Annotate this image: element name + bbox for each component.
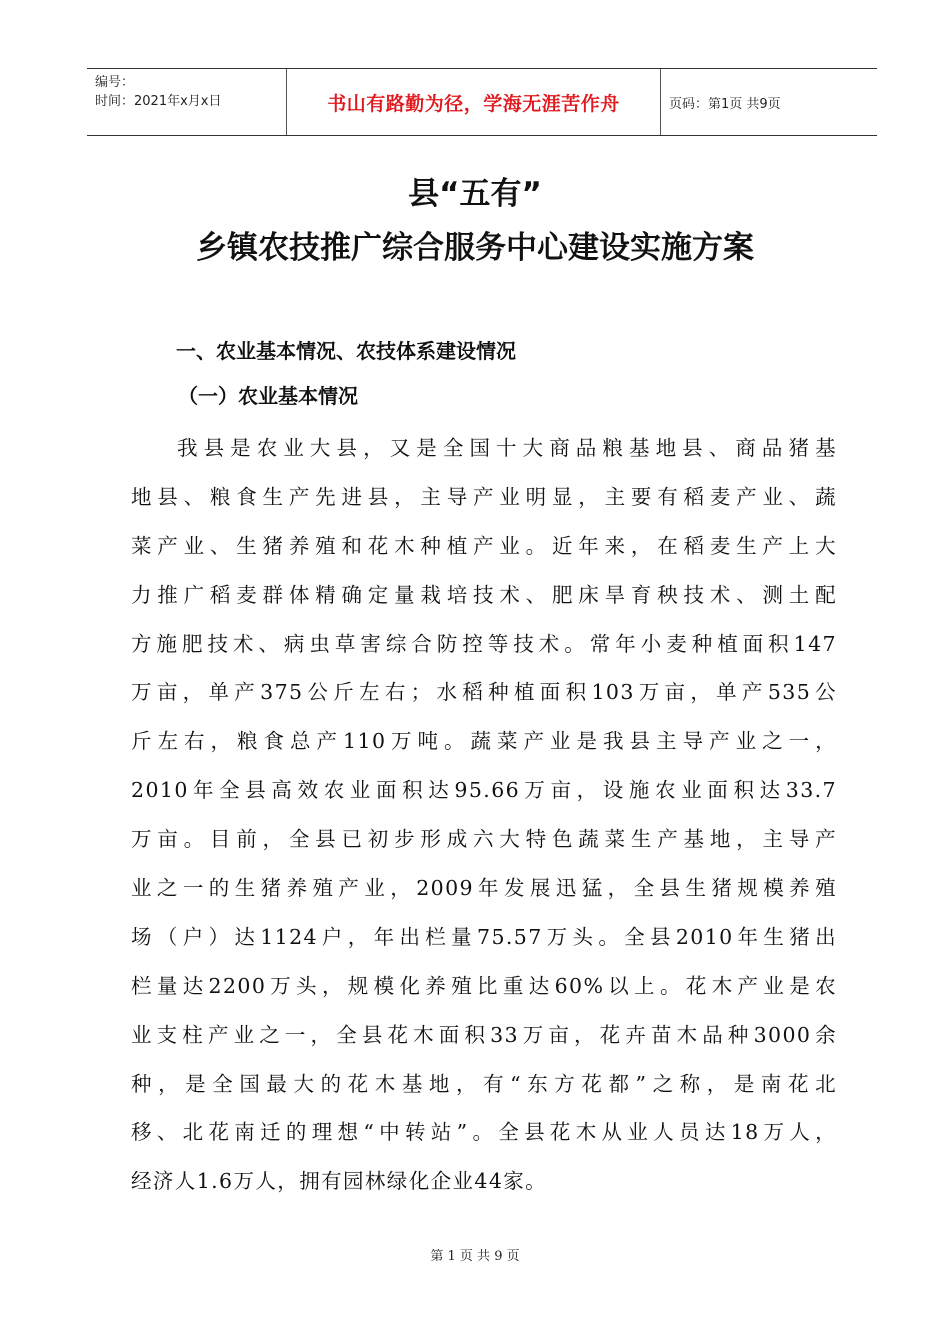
paragraph-line: 方施肥技术、病虫草害综合防控等技术。常年小麦种植面积147	[131, 631, 837, 656]
paragraph-line: 力推广稻麦群体精确定量栽培技术、肥床旱育秧技术、测土配	[131, 582, 837, 607]
document-header	[87, 68, 877, 136]
paragraph-line: 场（户）达1124户，年出栏量75.57万头。全县2010年生猪出	[131, 924, 837, 949]
paragraph-line: 移、北花南迁的理想“中转站”。全县花木从业人员达18万人，	[131, 1120, 837, 1145]
section-heading: 一、农业基本情况、农技体系建设情况	[176, 339, 516, 363]
number-label: 编号：	[95, 75, 135, 90]
time-label: 时间：2021年x月x日	[95, 94, 222, 109]
paragraph-line: 经济人1.6万人，拥有园林绿化企业44家。	[131, 1169, 548, 1194]
page-footer: 第 1 页 共 9 页	[430, 1249, 520, 1264]
paragraph-line: 2010年全县高效农业面积达95.66万亩，设施农业面积达33.7	[131, 778, 837, 803]
paragraph-line: 栏量达2200万头，规模化养殖比重达60%以上。花木产业是农	[131, 973, 837, 998]
paragraph-line: 斤左右，粮食总产110万吨。蔬菜产业是我县主导产业之一，	[131, 729, 837, 754]
paragraph-line: 业支柱产业之一，全县花木面积33万亩，花卉苗木品种3000余	[131, 1022, 837, 1047]
paragraph-line: 万亩，单产375公斤左右；水稻种植面积103万亩，单产535公	[131, 680, 837, 705]
paragraph-line: 种，是全国最大的花木基地，有“东方花都”之称，是南花北	[131, 1071, 837, 1096]
paragraph-line: 菜产业、生猪养殖和花木种植产业。近年来，在稻麦生产上大	[131, 533, 837, 558]
header-meta	[87, 69, 287, 135]
document-title-line2: 乡镇农技推广综合服务中心建设实施方案	[196, 230, 754, 266]
header-page-info: 页码：第1页 共9页	[669, 96, 781, 112]
body-paragraph	[131, 426, 837, 1208]
paragraph-line: 万亩。目前，全县已初步形成六大特色蔬菜生产基地，主导产	[131, 827, 837, 852]
paragraph-line: 地县、粮食生产先进县，主导产业明显，主要有稻麦产业、蔬	[131, 484, 837, 509]
document-title-line1: 县“五有”	[408, 176, 542, 212]
header-motto: 书山有路勤为径，学海无涯苦作舟	[287, 69, 661, 135]
paragraph-line: 我县是农业大县，又是全国十大商品粮基地县、商品猪基	[177, 436, 837, 460]
subsection-heading: （一）农业基本情况	[178, 384, 358, 408]
paragraph-line: 业之一的生猪养殖产业，2009年发展迅猛，全县生猪规模养殖	[131, 876, 837, 901]
